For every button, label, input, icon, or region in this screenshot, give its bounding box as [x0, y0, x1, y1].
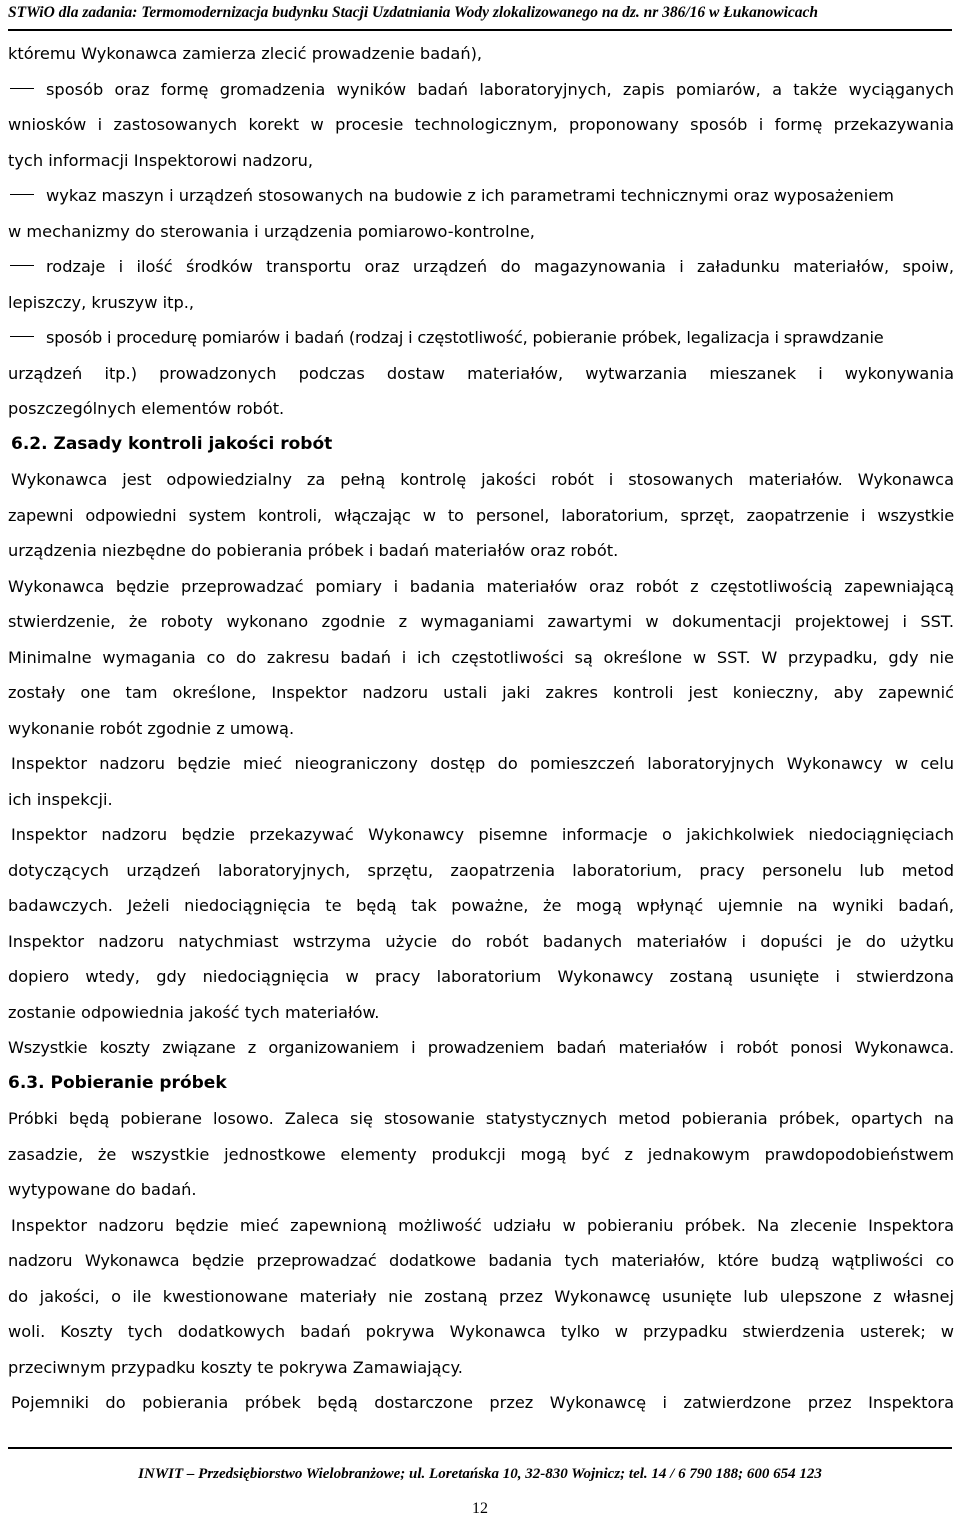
text-line: woli. Koszty tych dodatkowych badań pokrywa Wykonawca tylko w przypadku stwierdzenia usterek; w [8, 1322, 954, 1341]
text-line: tych informacji Inspektorowi nadzoru, [8, 150, 314, 170]
document-header: STWiO dla zadania: Termomodernizacja budynku Stacji Uzdatniania Wody zlokalizowanego na dz. nr 386/16 w Łukanowicach [8, 4, 819, 21]
text-line: rodzaje i ilość środków transportu oraz urządzeń do magazynowania i załadunku materiałów, spoiw, [46, 257, 954, 276]
text-line: lepiszczy, kruszyw itp., [8, 292, 195, 312]
text-line: urządzeń itp.) prowadzonych podczas dostaw materiałów, wytwarzania mieszanek i wykonywania [8, 363, 954, 383]
text-line: wniosków i zastosowanych korekt w procesie technologicznym, proponowany sposób i formę przekazywania [8, 115, 954, 134]
text-line: Wszystkie koszty związane z organizowaniem i prowadzeniem badań materiałów i robót ponosi Wykonawca. [8, 1038, 954, 1057]
text-line: zasadzie, że wszystkie jednostkowe elementy produkcji mogą być z jednakowym prawdopodobieństwem [8, 1144, 954, 1164]
section-heading: 6.2. Zasady kontroli jakości robót [11, 433, 333, 454]
text-line: Inspektor nadzoru będzie przekazywać Wykonawcy pisemne informacje o jakichkolwiek niedociągnięciach [11, 825, 954, 844]
text-line: dopiero wtedy, gdy niedociągnięcia w pracy laboratorium Wykonawcy zostaną usunięte i stwierdzona [8, 967, 954, 986]
text-line: Pojemniki do pobierania próbek będą dostarczone przez Wykonawcę i zatwierdzone przez Inspektora [11, 1393, 954, 1412]
dash-bullet-icon [10, 265, 34, 266]
document-footer: INWIT – Przedsiębiorstwo Wielobranżowe; ul. Loretańska 10, 32-830 Wojnicz; tel. 14 / 6 790 188; 600 654 123 [138, 1466, 822, 1482]
text-line: sposób i procedurę pomiarów i badań (rodzaj i częstotliwość, pobieranie próbek, legalizacja i sprawdzanie [46, 328, 884, 347]
text-line: Minimalne wymagania co do zakresu badań i ich częstotliwości są określone w SST. W przypadku, gdy nie [8, 647, 954, 667]
bullet-item [8, 249, 954, 285]
text-line: badawczych. Jeżeli niedociągnięcia te będą tak poważne, że mogą wpłynąć ujemnie na wyniki badań, [8, 896, 954, 915]
text-line: zostanie odpowiednia jakość tych materiałów. [8, 1002, 380, 1022]
text-line: wytypowane do badań. [8, 1180, 197, 1199]
footer-divider [8, 1447, 952, 1449]
text-line: urządzenia niezbędne do pobierania próbek i badań materiałów oraz robót. [8, 541, 619, 560]
text-line: w mechanizmy do sterowania i urządzenia pomiarowo-kontrolne, [8, 221, 535, 241]
text-line: do jakości, o ile kwestionowane materiały nie zostaną przez Wykonawcę usunięte lub ulepszone z własnej [8, 1286, 954, 1306]
text-line: Wykonawca będzie przeprowadzać pomiary i badania materiałów oraz robót z częstotliwością zapewniającą [8, 576, 954, 596]
text-line: zapewni odpowiedni system kontroli, włączając w to personel, laboratorium, sprzęt, zaopatrzenie i wszystkie [8, 505, 954, 525]
dash-bullet-icon [10, 88, 34, 89]
text-line: wykonanie robót zgodnie z umową. [8, 718, 295, 738]
text-line: przeciwnym przypadku koszty te pokrywa Zamawiający. [8, 1357, 463, 1377]
bullet-item [8, 72, 954, 108]
text-line: Inspektor nadzoru będzie mieć zapewnioną możliwość udziału w pobieraniu próbek. Na zlecenie Inspektora [11, 1215, 954, 1235]
bullet-item [8, 178, 954, 214]
text-line: Inspektor nadzoru natychmiast wstrzyma użycie do robót badanych materiałów i dopuści je do użytku [8, 931, 954, 951]
text-line: zostały one tam określone, Inspektor nadzoru ustali jaki zakres kontroli jest konieczny, aby zapewnić [8, 683, 954, 702]
section-heading: 6.3. Pobieranie próbek [8, 1072, 227, 1093]
bullet-item [8, 320, 954, 356]
dash-bullet-icon [10, 336, 34, 337]
text-line: któremu Wykonawca zamierza zlecić prowadzenie badań), [8, 44, 483, 63]
text-line: dotyczących urządzeń laboratoryjnych, sprzętu, zaopatrzenia laboratorium, pracy personelu lub metod [8, 860, 954, 880]
text-line: ich inspekcji. [8, 789, 113, 809]
text-line: Próbki będą pobierane losowo. Zaleca się stosowanie statystycznych metod pobierania próbek, opartych na [8, 1109, 954, 1128]
text-line: sposób oraz formę gromadzenia wyników badań laboratoryjnych, zapis pomiarów, a także wyciąganych [46, 79, 954, 99]
text-line: Wykonawca jest odpowiedzialny za pełną kontrolę jakości robót i stosowanych materiałów. Wykonawca [11, 470, 954, 489]
text-line: Inspektor nadzoru będzie mieć nieograniczony dostęp do pomieszczeń laboratoryjnych Wykonawcy w celu [11, 754, 954, 773]
text-line: poszczególnych elementów robót. [8, 399, 285, 418]
document-body [8, 36, 954, 1421]
header-divider [8, 29, 952, 31]
text-line: wykaz maszyn i urządzeń stosowanych na budowie z ich parametrami technicznymi oraz wyposażeniem [46, 186, 894, 205]
dash-bullet-icon [10, 194, 34, 195]
text-line: nadzoru Wykonawca będzie przeprowadzać dodatkowe badania tych materiałów, które budzą wątpliwości co [8, 1251, 954, 1270]
page-number: 12 [472, 1500, 488, 1517]
text-line: stwierdzenie, że roboty wykonano zgodnie z wymaganiami zawartymi w dokumentacji projektowej i SST. [8, 612, 954, 631]
